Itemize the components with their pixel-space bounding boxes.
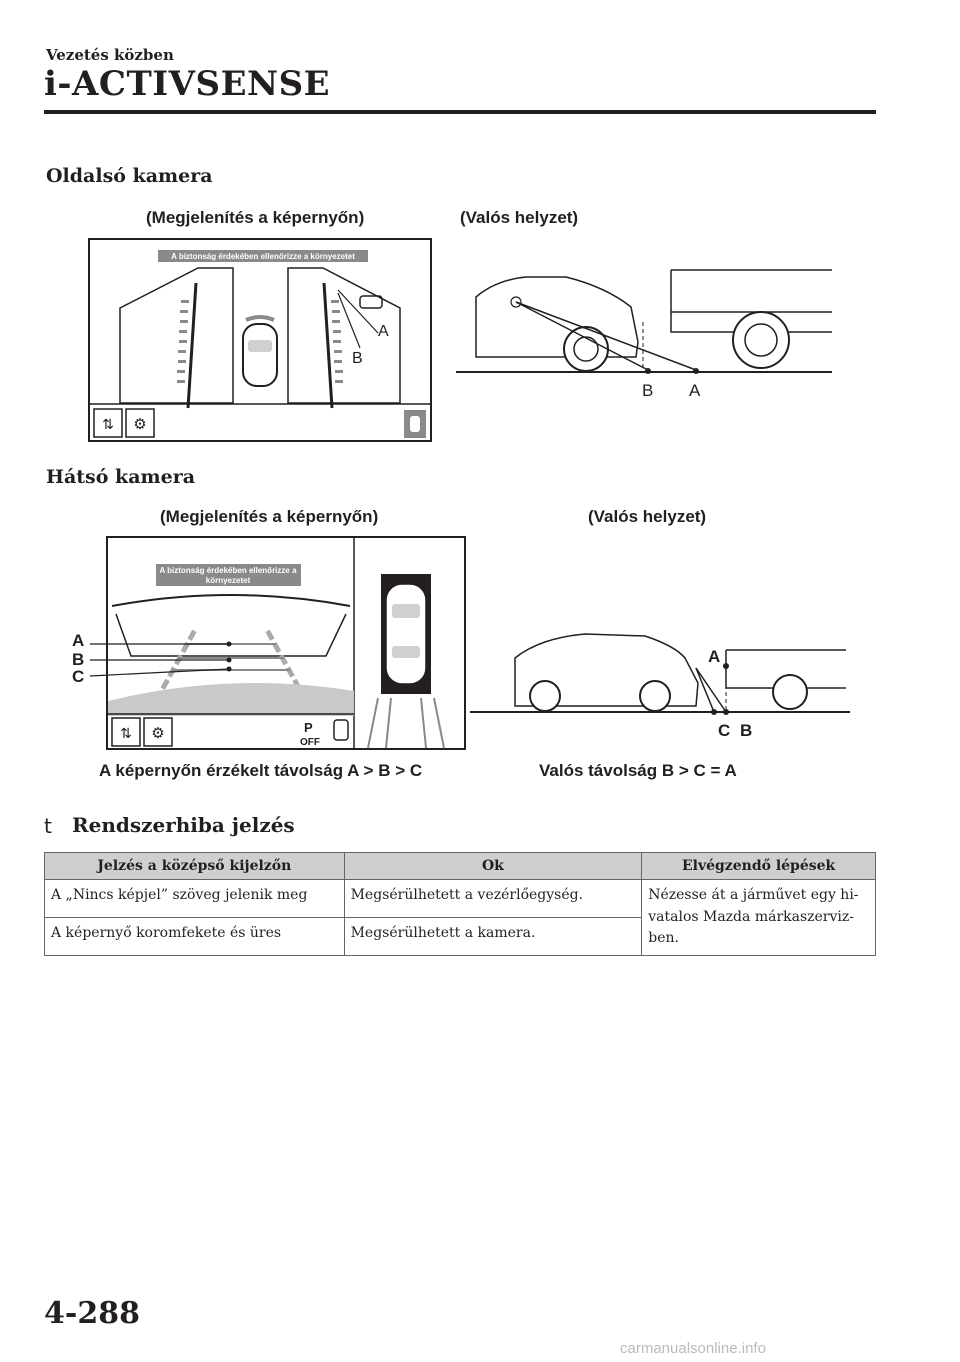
side-real-label-a: A: [689, 381, 701, 400]
rear-real-caption: (Valós helyzet): [588, 507, 707, 526]
side-real-illustration: [456, 262, 832, 402]
column-header-action: Elvégzendő lépések: [642, 853, 876, 880]
rear-real-illustration: [470, 628, 850, 743]
cause-cell: Megsérülhetett a kamera.: [344, 918, 642, 956]
top-view-car: [243, 324, 277, 386]
display-distance-note: A képernyőn érzékelt távolság A > B > C: [99, 761, 423, 780]
header-rule: [44, 110, 876, 114]
section-title: i-ACTIVSENSE: [44, 64, 331, 104]
action-cell: Nézesse át a járművet egy hi-vatalos Mazda márkaszerviz-ben.: [642, 880, 876, 956]
side-real-caption: (Valós helyzet): [460, 208, 579, 227]
table-header-row: [45, 853, 876, 880]
camera-switch-icon: ⇅: [102, 416, 114, 432]
column-header-indication: Jelzés a középső kijelzőn: [45, 853, 345, 880]
rear-camera-heading: Hátsó kamera: [46, 466, 196, 488]
cause-cell: Megsérülhetett a vezérlőegység.: [344, 880, 642, 918]
rear-real-label-a: A: [708, 647, 721, 666]
side-camera-screen-illustration: [88, 238, 432, 442]
rear-screen-label-c: C: [72, 667, 85, 686]
rear-top-view-car: [386, 584, 426, 684]
rear-screen-banner-1: A biztonság érdekében ellenőrizze a: [159, 566, 297, 575]
rear-camera-switch-icon: ⇅: [120, 725, 132, 741]
side-screen-label-b: B: [352, 350, 363, 367]
table-row: [45, 880, 876, 918]
section-bullet: t: [44, 814, 52, 838]
side-screen-banner: A biztonság érdekében ellenőrizze a környezetet: [171, 252, 355, 261]
rear-display-caption: (Megjelenítés a képernyőn): [160, 507, 379, 526]
parking-sensor-off[interactable]: OFF: [300, 737, 320, 748]
side-screen-label-a: A: [378, 323, 389, 340]
side-display-caption: (Megjelenítés a képernyőn): [146, 208, 365, 227]
rear-real-label-c: C: [718, 721, 731, 740]
rear-camera-screen-illustration: [66, 536, 468, 752]
side-camera-heading: Oldalsó kamera: [46, 165, 213, 187]
watermark: carmanualsonline.info: [620, 1340, 766, 1357]
gear-icon: ⚙: [133, 416, 147, 433]
system-error-table: [44, 852, 876, 956]
page-number: 4-288: [44, 1296, 140, 1331]
system-error-heading: Rendszerhiba jelzés: [72, 813, 295, 837]
rear-real-label-b: B: [740, 721, 753, 740]
side-real-label-b: B: [642, 381, 654, 400]
rear-screen-label-a: A: [72, 631, 85, 650]
indication-cell: A képernyő koromfekete és üres: [45, 918, 345, 956]
indication-cell: A „Nincs képjel” szöveg jelenik meg: [45, 880, 345, 918]
column-header-cause: Ok: [344, 853, 642, 880]
rear-gear-icon: ⚙: [151, 725, 165, 742]
rear-screen-banner-2: környezetet: [205, 576, 251, 585]
rear-screen-label-b: B: [72, 650, 85, 669]
real-distance-note: Valós távolság B > C = A: [539, 761, 737, 780]
parking-sensor-p: P: [304, 720, 313, 735]
chapter-title: Vezetés közben: [46, 46, 174, 64]
